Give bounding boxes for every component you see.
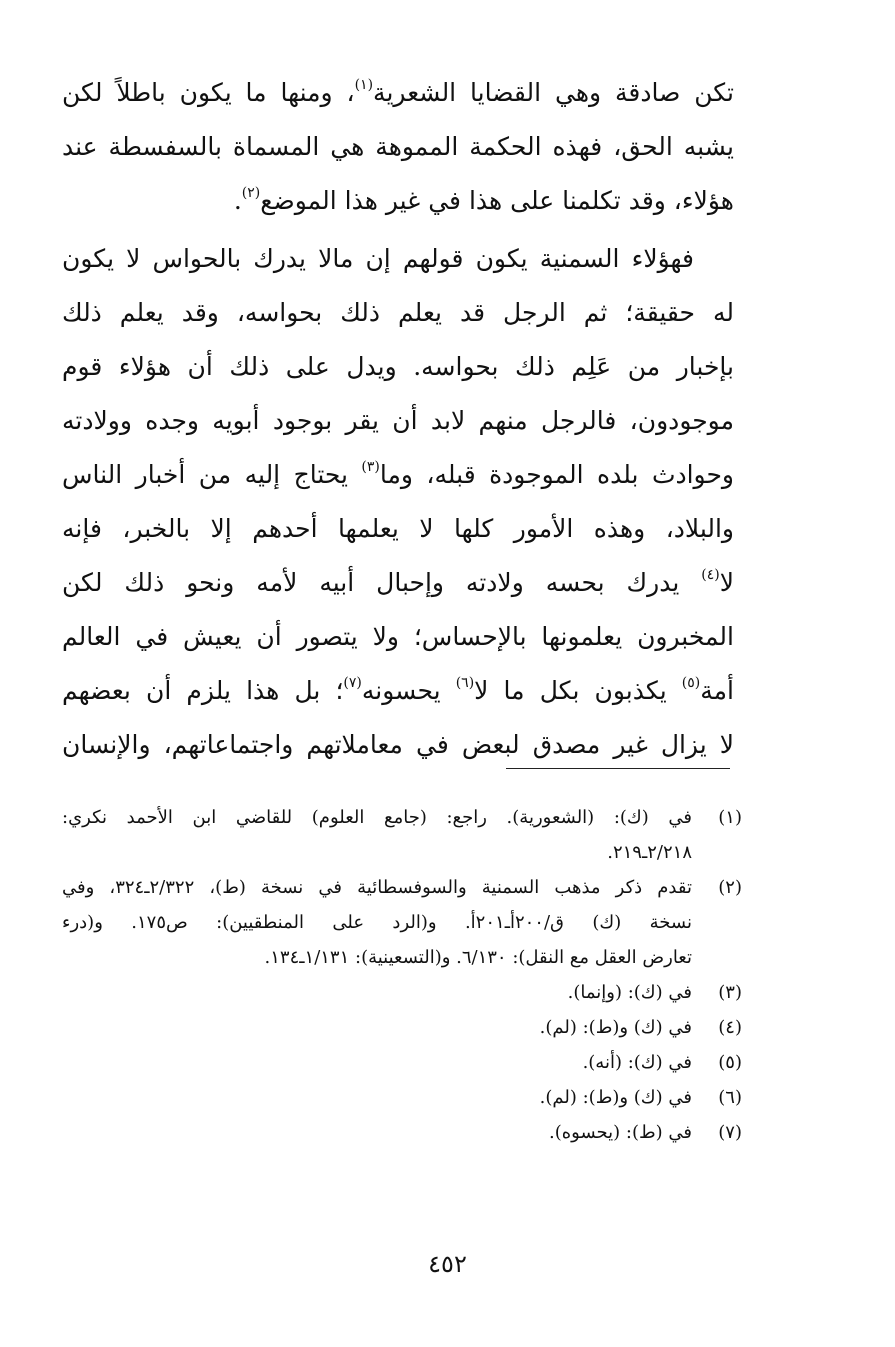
footnote-text: في (ك): (الشعورية). راجع: (جامع العلوم) للقاضي ابن الأحمد نكري: ٢/٢١٨ـ٢١٩. <box>62 807 692 863</box>
footnote-5 <box>62 1045 742 1080</box>
text-line: هؤلاء، وقد تكلمنا على هذا في غير هذا الموضع$^{(٢)}$. <box>233 185 734 215</box>
footnote-6 <box>62 1080 742 1115</box>
text-line: وحوادث بلده الموجودة قبله، وما$^{(٣)}$ يحتاج إليه من أخبار الناس <box>62 459 735 489</box>
footnote-ref: (٧) <box>343 675 362 691</box>
footnote-3 <box>62 975 742 1010</box>
text-line: لا يزال غير مصدق لبعض في معاملاتهم واجتماعاتهم، والإنسان <box>62 730 734 759</box>
footnote-number: (٢) <box>718 877 742 898</box>
footnote-text: في (ك): (وإنما). <box>567 982 692 1003</box>
footnote-ref: (٢) <box>241 185 261 201</box>
text-line: لا$^{(٤)}$ يدرك بحسه ولادته وإحبال أبيه لأمه ونحو ذلك لكن <box>62 567 734 597</box>
footnote-text: في (ك) و(ط): (لم). <box>539 1017 692 1038</box>
footnote-number: (٤) <box>718 1017 742 1038</box>
footnote-2 <box>62 870 742 975</box>
footnote-number: (٦) <box>718 1087 742 1108</box>
footnote-number: (١) <box>718 807 742 828</box>
text-line: فهؤلاء السمنية يكون قولهم إن مالا يدرك بالحواس لا يكون <box>62 244 694 273</box>
footnote-ref: (٤) <box>701 567 720 583</box>
paragraph-1 <box>62 66 734 228</box>
footnote-4 <box>62 1010 742 1045</box>
footnote-7 <box>62 1115 742 1150</box>
footnote-number: (٣) <box>718 982 742 1003</box>
footnote-number: (٥) <box>718 1052 742 1073</box>
page-number: ٤٥٢ <box>428 1250 467 1278</box>
text-line: موجودون، فالرجل منهم لابد أن يقر بوجود أبويه وجده وولادته <box>62 406 734 435</box>
text-line: بإخبار من عَلِم ذلك بحواسه. ويدل على ذلك أن هؤلاء قوم <box>62 352 734 381</box>
text-line: تكن صادقة وهي القضايا الشعرية$^{(١)}$، ومنها ما يكون باطلاً لكن <box>62 77 735 107</box>
footnote-number: (٧) <box>718 1122 742 1143</box>
main-text <box>62 66 734 772</box>
footnote-text: تقدم ذكر مذهب السمنية والسوفسطائية في نسخة (ط)، ٢/٣٢٢ـ٣٢٤، وفي نسخة (ك) ق/٢٠٠أـ٢٠١أ. و(الرد على المنطقيين): ص١٧٥. و(درء تعارض العقل مع النقل): ٦/١٣٠. و(التسعينية): ١/١٣١ـ١٣٤. <box>62 877 692 968</box>
footnote-ref: (١) <box>354 77 374 93</box>
text-line: والبلاد، وهذه الأمور كلها لا يعلمها أحدهم إلا بالخبر، فإنه <box>62 514 734 543</box>
paragraph-2 <box>62 232 734 772</box>
footnote-1 <box>62 800 742 870</box>
footnote-ref: (٥) <box>681 675 701 691</box>
footnotes <box>62 800 742 1150</box>
footnote-ref: (٦) <box>455 675 475 691</box>
text-line: يشبه الحق، فهذه الحكمة المموهة هي المسماة بالسفسطة عند <box>62 132 734 161</box>
footnote-text: في (ك): (أنه). <box>582 1052 692 1073</box>
text-line: له حقيقة؛ ثم الرجل قد يعلم ذلك بحواسه، وقد يعلم ذلك <box>62 298 734 327</box>
footnote-text: في (ك) و(ط): (لم). <box>539 1087 692 1108</box>
footnote-ref: (٣) <box>361 459 380 475</box>
text-line: أمة$^{(٥)}$ يكذبون بكل ما لا$^{(٦)}$ يحسونه$^{(٧)}$؛ بل هذا يلزم أن بعضهم <box>62 675 734 705</box>
text-line: المخبرون يعلمونها بالإحساس؛ ولا يتصور أن يعيش في العالم <box>62 622 734 651</box>
footnote-divider <box>506 768 730 769</box>
footnote-text: في (ط): (يحسوه). <box>549 1122 692 1143</box>
